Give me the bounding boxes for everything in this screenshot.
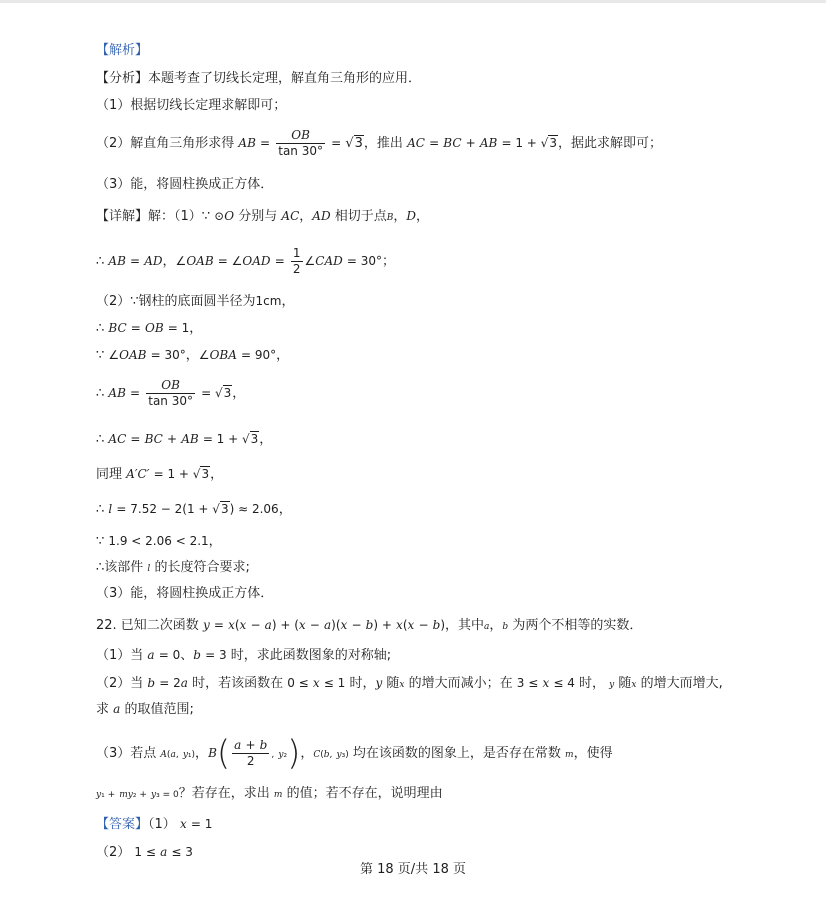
detail-line-2: ∴ AB = AD，∠OAB = ∠OAD = $\frac{1}{2}$ ∠CAD = 30°； bbox=[96, 246, 396, 276]
question-22-part-3-line-2: y₁ + my₂ + y₃ = 0？若存在，求出 m 的值；若不存在，说明理由 bbox=[96, 786, 443, 801]
detail-line-1: 【详解】解：（1）∵ ⊙O 分别与 AC，AD 相切于点B，D， bbox=[96, 209, 430, 224]
detail-line-7: ∴ AC = BC + AB = 1 + √3， bbox=[96, 432, 273, 447]
jiexi-tag: 【解析】 bbox=[96, 43, 149, 58]
analysis-step-1: （1）根据切线长定理求解即可； bbox=[96, 98, 287, 113]
answer-line-1: 【答案】（1） x = 1 bbox=[96, 817, 213, 832]
detail-line-9: ∴ l = 7.52 − 2(1 + √3) ≈ 2.06， bbox=[96, 502, 292, 517]
detail-line-8: 同理 A′C′ = 1 + √3， bbox=[96, 467, 224, 482]
answer-line-2: （2） 1 ≤ a ≤ 3 bbox=[96, 845, 193, 860]
answer-tag: 【答案】 bbox=[96, 817, 149, 832]
detail-line-12: （3）能，将圆柱换成正方体． bbox=[96, 586, 274, 601]
detail-line-11: ∴该部件 l 的长度符合要求; bbox=[96, 560, 250, 575]
detail-line-10: ∵ 1.9 < 2.06 < 2.1， bbox=[96, 534, 222, 549]
detail-line-4: ∴ BC = OB = 1， bbox=[96, 321, 203, 336]
top-border bbox=[0, 0, 826, 3]
question-22-part-2-line-2: 求 a 的取值范围; bbox=[96, 702, 194, 717]
detail-line-6: ∴ AB = $\frac{OB}{\tan 30^\circ}$ = √3， bbox=[96, 378, 246, 408]
fenxi-tag: 【分析】 bbox=[96, 71, 149, 86]
question-22-part-2: （2）当 b = 2a 时，若该函数在 0 ≤ x ≤ 1 时，y 随x 的增大而减小；在 3 ≤ x ≤ 4 时， y 随x 的增大而增大, bbox=[96, 676, 723, 691]
analysis-step-2: （2）解直角三角形求得 AB = $\frac{OB}{\tan 30^\circ}$ = √3，推出 AC = BC + AB = 1 + √3，据此求解即可； bbox=[96, 128, 662, 158]
question-22-part-1: （1）当 a = 0、b = 3 时，求此函数图象的对称轴; bbox=[96, 648, 392, 663]
fenxi-text: 本题考查了切线长定理，解直角三角形的应用． bbox=[148, 71, 422, 86]
question-22-part-3: （3）若点 A(a, y₁)，B( $\frac{a + b}{2}$ , y₂)，C(b, y₃) 均在该函数的图象上，是否存在常数 m，使得 bbox=[96, 733, 613, 774]
page-footer: 第 18 页/共 18 页 bbox=[360, 862, 466, 877]
xiangjie-tag: 【详解】 bbox=[96, 209, 149, 224]
question-22: 22. 已知二次函数 y = x(x − a) + (x − a)(x − b) + x(x − b)，其中a，b 为两个不相等的实数． bbox=[96, 618, 643, 633]
analysis-line bbox=[96, 70, 421, 88]
analysis-step-3: （3）能，将圆柱换成正方体． bbox=[96, 177, 274, 192]
detail-line-5: ∵ ∠OAB = 30°，∠OBA = 90°， bbox=[96, 348, 290, 363]
detail-line-3: （2）∵钢柱的底面圆半径为1cm， bbox=[96, 294, 295, 309]
fraction: $\frac{OB}{\tan 30^\circ}$ bbox=[278, 128, 323, 158]
